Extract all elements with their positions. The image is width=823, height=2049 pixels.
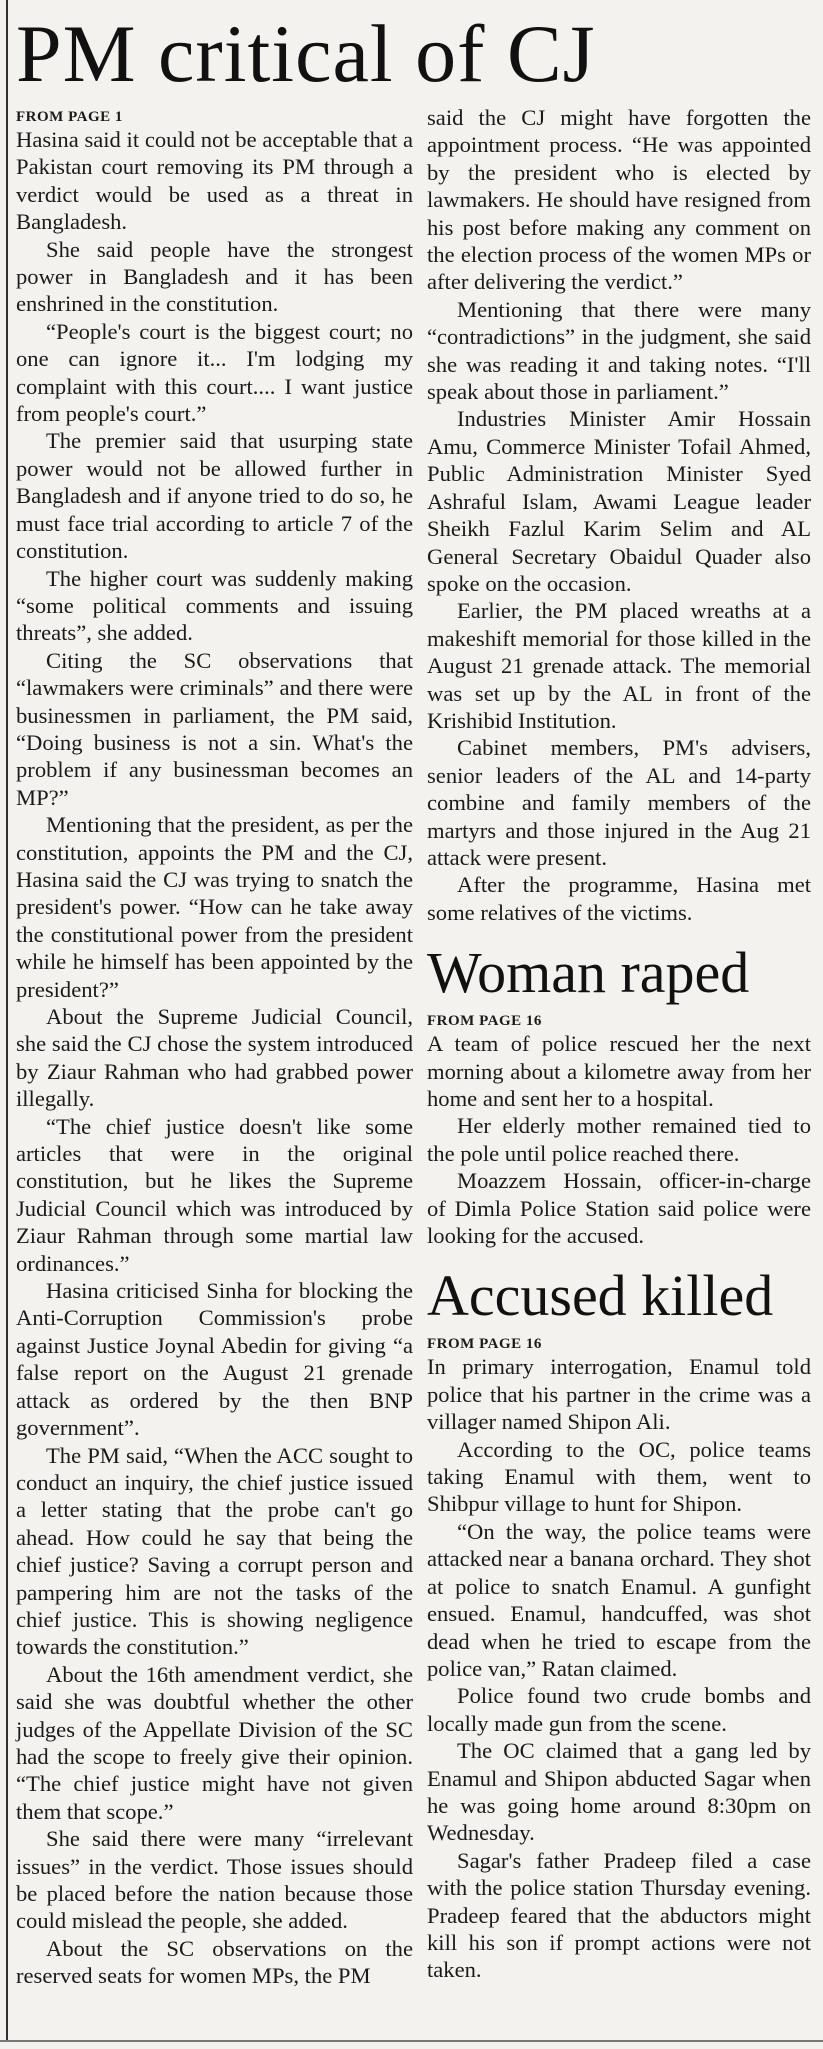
story1-paragraph: The higher court was suddenly making “some political comments and issuing threats”, she added.: [16, 565, 413, 646]
story1-paragraph: About the 16th amendment verdict, she said she was doubtful whether the other judges of the Appellate Division of the SC had the scope to freely give their opinion. “The chief justice might have not given them that scope.”: [16, 1661, 413, 1824]
story1-paragraph: Citing the SC observations that “lawmakers were criminals” and there were businessmen in parliament, the PM said, “Doing business is not a sin. What's the problem if any businessman becomes an MP?”: [16, 647, 413, 810]
bottom-rule: [0, 2040, 823, 2042]
story2-headline: Woman raped: [427, 940, 750, 1006]
story1-paragraph: “The chief justice doesn't like some articles that were in the original constitution, but he likes the Supreme Judicial Council which was introduced by Ziaur Rahman through some martial law ordinances.”: [16, 1113, 413, 1276]
story1-left-column: [16, 108, 413, 1990]
story1-paragraph: Mentioning that the president, as per the constitution, appoints the PM and the CJ, Hasina said the CJ was trying to snatch the president's power. “How can he take away the constitutional power from the president while he himself has been appointed by the president?”: [16, 812, 413, 1002]
story2-paragraph: A team of police rescued her the next morning about a kilometre away from her home and sent her to a hospital.: [427, 1031, 811, 1111]
story1-paragraph: Industries Minister Amir Hossain Amu, Commerce Minister Tofail Ahmed, Public Administration Minister Syed Ashraful Islam, Awami League leader Sheikh Fazlul Karim Selim and AL General Secretary Obaidul Quader also spoke on the occasion.: [427, 406, 811, 596]
story1-paragraph: After the programme, Hasina met some relatives of the victims.: [427, 872, 811, 925]
story3-paragraph: Police found two crude bombs and locally made gun from the scene.: [427, 1683, 811, 1736]
story3-headline: Accused killed: [427, 1263, 774, 1329]
story1-paragraph: “People's court is the biggest court; no one can ignore it... I'm lodging my complaint with this court.... I want justice from people's court.”: [16, 318, 413, 427]
story1-paragraph: She said there were many “irrelevant issues” in the verdict. Those issues should be placed before the nation because those could mislead the people, she added.: [16, 1826, 413, 1934]
story1-paragraph: About the SC observations on the reserved seats for women MPs, the PM: [16, 1935, 413, 1989]
story3-continuation-label: FROM PAGE 16: [427, 1336, 542, 1353]
story1-paragraph: Mentioning that there were many “contradictions” in the judgment, she said she was reading it and taking notes. “I'll speak about those in parliament.”: [427, 296, 811, 405]
story2-paragraph: Her elderly mother remained tied to the pole until police reached there.: [427, 1113, 811, 1166]
story1-paragraph: The PM said, “When the ACC sought to conduct an inquiry, the chief justice issued a letter stating that the probe can't go ahead. How could he say that being the chief justice? Saving a corrupt person and pampering him are not the tasks of the chief justice. This is showing negligence towards the constitution.”: [16, 1442, 413, 1660]
story3-paragraph: The OC claimed that a gang led by Enamul and Shipon abducted Sagar when he was going home around 8:30pm on Wednesday.: [427, 1738, 811, 1846]
story1-paragraph: said the CJ might have forgotten the appointment process. “He was appointed by the president who is elected by lawmakers. He should have resigned from his post before making any comment on the election process of the women MPs or after delivering the verdict.”: [427, 105, 811, 295]
story1-paragraph: About the Supreme Judicial Council, she said the CJ chose the system introduced by Ziaur Rahman who had grabbed power illegally.: [16, 1004, 413, 1112]
story1-paragraph: Earlier, the PM placed wreaths at a makeshift memorial for those killed in the August 21 grenade attack. The memorial was set up by the AL in front of the Krishibid Institution.: [427, 598, 811, 733]
main-headline: PM critical of CJ: [16, 8, 596, 99]
story3-paragraph: Sagar's father Pradeep filed a case with the police station Thursday evening. Pradeep feared that the abductors might kill his son if prompt actions were not taken.: [427, 1847, 811, 1983]
story1-paragraph: Cabinet members, PM's advisers, senior leaders of the AL and 14-party combine and family members of the martyrs and those injured in the Aug 21 attack were present.: [427, 735, 811, 870]
story2-continuation-label: FROM PAGE 16: [427, 1013, 542, 1030]
story1-paragraph: She said people have the strongest power in Bangladesh and it has been enshrined in the constitution.: [16, 236, 413, 317]
story3-paragraph: “On the way, the police teams were attacked near a banana orchard. They shot at police to snatch Enamul. A gunfight ensued. Enamul, handcuffed, was shot dead when he tried to escape from the police van,” Ratan claimed.: [427, 1518, 811, 1681]
right-column: [427, 104, 811, 1984]
story1-continuation-label: FROM PAGE 1: [16, 109, 123, 125]
story3-paragraph: In primary interrogation, Enamul told police that his partner in the crime was a villager named Shipon Ali.: [427, 1354, 811, 1435]
story3-paragraph: According to the OC, police teams taking Enamul with them, went to Shibpur village to hunt for Shipon.: [427, 1436, 811, 1517]
story2-paragraph: Moazzem Hossain, officer-in-charge of Dimla Police Station said police were looking for the accused.: [427, 1168, 811, 1249]
story1-paragraph: Hasina criticised Sinha for blocking the Anti-Corruption Commission's probe against Justice Joynal Abedin for giving “a false report on the August 21 grenade attack as ordered by the then BNP government”.: [16, 1278, 413, 1441]
story1-paragraph: Hasina said it could not be acceptable that a Pakistan court removing its PM through a verdict would be used as a threat in Bangladesh.: [16, 127, 413, 235]
story1-paragraph: The premier said that usurping state power would not be allowed further in Bangladesh and if anyone tried to do so, he must face trial according to article 7 of the constitution.: [16, 428, 413, 564]
left-column-rule: [6, 0, 8, 2040]
